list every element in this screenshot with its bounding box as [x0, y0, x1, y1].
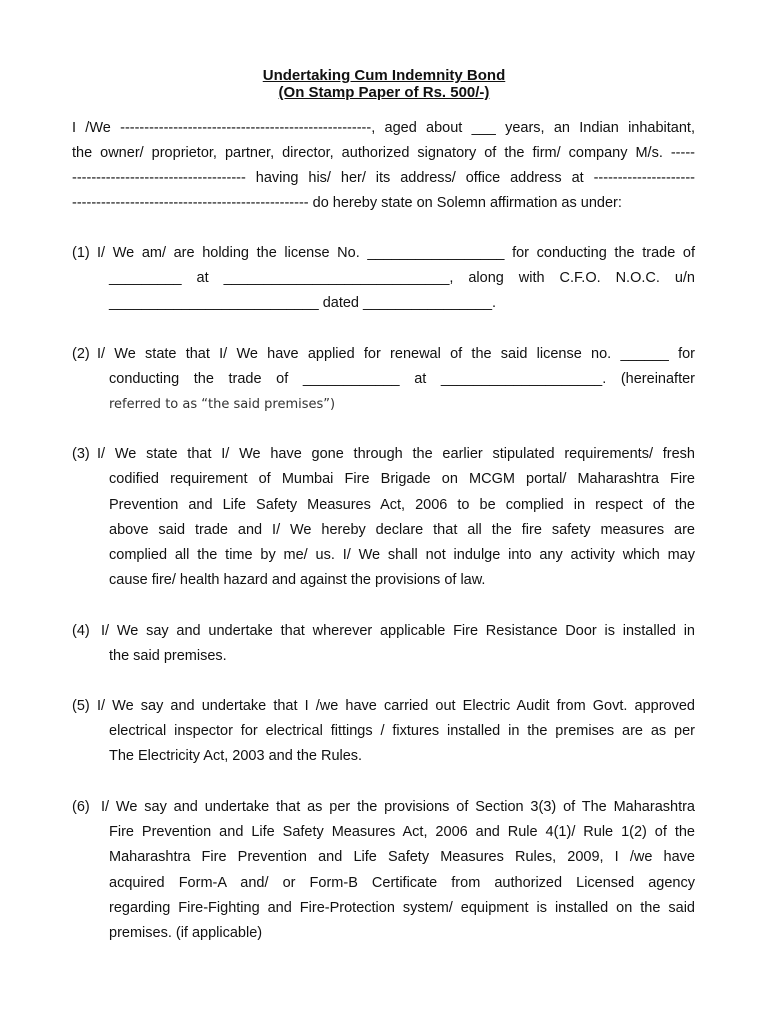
clause-line: I/ We state that I/ We have gone through the earlier stipulated requirements/ fresh [97, 446, 695, 462]
clause-line: the said premises. [109, 648, 227, 664]
title-line-2: (On Stamp Paper of Rs. 500/-) [278, 84, 490, 101]
clause-number: (1) [72, 245, 90, 261]
clause-line: complied all the time by me/ us. I/ We shall not indulge into any activity which may [109, 547, 695, 563]
clause-number: (5) [72, 698, 90, 714]
intro-line: ------------------------------------------------- do hereby state on Solemn affirmation as under: [72, 195, 622, 211]
intro-line: I /We ----------------------------------------------------, aged about ___ years, an Indian inhabitant, [72, 120, 695, 136]
intro-line: the owner/ proprietor, partner, director, authorized signatory of the firm/ company M/s. ----- [72, 145, 695, 161]
clause-line: Prevention and Life Safety Measures Act, 2006 to be complied in respect of the [109, 497, 695, 513]
clause-number: (6) [72, 799, 90, 815]
clause-line: cause fire/ health hazard and against the provisions of law. [109, 572, 486, 588]
clause-line: acquired Form-A and/ or Form-B Certificate from authorized Licensed agency [109, 875, 695, 891]
clause-line: referred to as “the said premises”) [109, 397, 336, 412]
clause-line: I/ We state that I/ We have applied for renewal of the said license no. ______ for [97, 346, 695, 362]
clause-line: _________ at ____________________________, along with C.F.O. N.O.C. u/n [109, 270, 695, 286]
clause-line: I/ We say and undertake that wherever applicable Fire Resistance Door is installed in [101, 623, 695, 639]
clause-line: I/ We am/ are holding the license No. _________________ for conducting the trade of [97, 245, 695, 261]
clause-line: __________________________ dated ________________. [109, 295, 497, 311]
clause-number: (2) [72, 346, 90, 362]
clause-line: above said trade and I/ We hereby declare that all the fire safety measures are [109, 522, 695, 538]
clause-line: electrical inspector for electrical fittings / fixtures installed in the premises are as per [109, 723, 695, 739]
title-line-1: Undertaking Cum Indemnity Bond [262, 67, 506, 84]
clause-number: (4) [72, 623, 90, 639]
clause-number: (3) [72, 446, 90, 462]
clause-line: I/ We say and undertake that as per the provisions of Section 3(3) of The Maharashtra [101, 799, 695, 815]
clause-line: regarding Fire-Fighting and Fire-Protection system/ equipment is installed on the said [109, 900, 695, 916]
clause-line: premises. (if applicable) [109, 925, 263, 941]
clause-line: codified requirement of Mumbai Fire Brigade on MCGM portal/ Maharashtra Fire [109, 471, 695, 487]
document-title [0, 67, 768, 101]
clause-line: Fire Prevention and Life Safety Measures Act, 2006 and Rule 4(1)/ Rule 1(2) of the [109, 824, 695, 840]
clause-line: I/ We say and undertake that I /we have carried out Electric Audit from Govt. approved [97, 698, 695, 714]
clause-line: conducting the trade of ____________ at ____________________. (hereinafter [109, 371, 695, 387]
clause-line: Maharashtra Fire Prevention and Life Safety Measures Rules, 2009, I /we have [109, 849, 695, 865]
intro-line: ------------------------------------ having his/ her/ its address/ office address at --------------------- [72, 170, 695, 186]
clause-line: The Electricity Act, 2003 and the Rules. [109, 748, 363, 764]
